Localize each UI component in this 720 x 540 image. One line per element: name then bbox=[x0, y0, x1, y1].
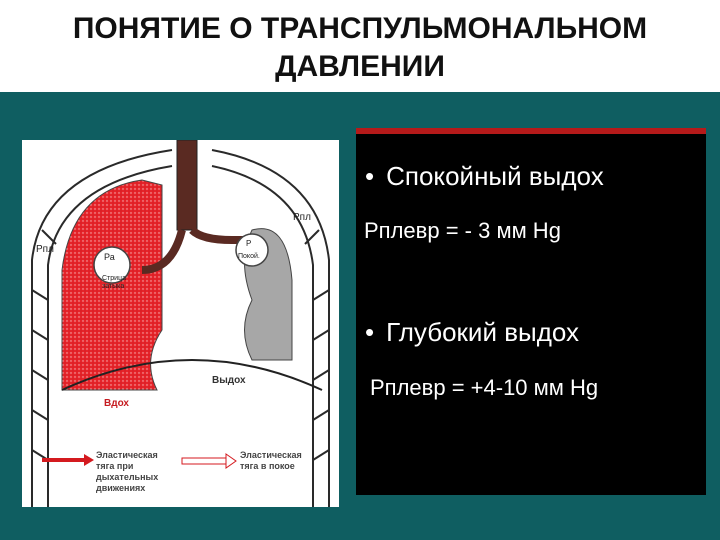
bullet-quiet-exhale-text: Спокойный выдох bbox=[386, 161, 604, 191]
equation-deep-exhale: Рплевр = +4-10 мм Hg bbox=[370, 375, 599, 400]
bullet-dot-2: • bbox=[365, 317, 375, 347]
legend-white-line1: Эластическая bbox=[240, 450, 302, 460]
legend-red-line4: движениях bbox=[96, 483, 146, 493]
label-vydoh: Выдох bbox=[212, 375, 246, 386]
legend-red-line1: Эластическая bbox=[96, 450, 158, 460]
label-stress2: затыка bbox=[102, 283, 125, 290]
label-p-right: Р bbox=[246, 239, 252, 248]
title-line-2: ДАВЛЕНИИ bbox=[275, 50, 445, 83]
legend-red-line2: тяга при bbox=[96, 461, 134, 471]
bullet-deep-exhale bbox=[365, 317, 579, 348]
legend-white-arrow bbox=[182, 458, 226, 464]
bullet-dot-1: • bbox=[365, 161, 375, 191]
legend-white-arrowhead bbox=[226, 454, 236, 468]
right-alveolus bbox=[236, 234, 268, 266]
equation-quiet-exhale: Рплевр = - 3 мм Hg bbox=[364, 218, 561, 243]
slide-title bbox=[0, 0, 720, 92]
label-pokoy: Покой. bbox=[238, 253, 260, 260]
label-vdoh: Вдох bbox=[104, 398, 129, 409]
label-stress: Стрица bbox=[102, 275, 126, 282]
bullet-deep-exhale-text: Глубокий выдох bbox=[386, 317, 580, 347]
lung-diagram-svg bbox=[22, 140, 339, 507]
label-pa: Ра bbox=[104, 252, 115, 262]
label-p-pl: Рпл bbox=[36, 244, 54, 255]
title-line-1: ПОНЯТИЕ О ТРАНСПУЛЬМОНАЛЬНОМ bbox=[72, 12, 648, 45]
legend-white-line2: тяга в покое bbox=[240, 461, 295, 471]
lung-diagram bbox=[22, 140, 339, 507]
legend-red-arrowhead bbox=[84, 454, 94, 466]
text-panel bbox=[356, 128, 706, 495]
label-p-pl-right: Рпл bbox=[293, 212, 311, 223]
trachea bbox=[177, 140, 197, 230]
legend-red-line3: дыхательных bbox=[96, 472, 159, 482]
bullet-quiet-exhale bbox=[365, 161, 604, 192]
